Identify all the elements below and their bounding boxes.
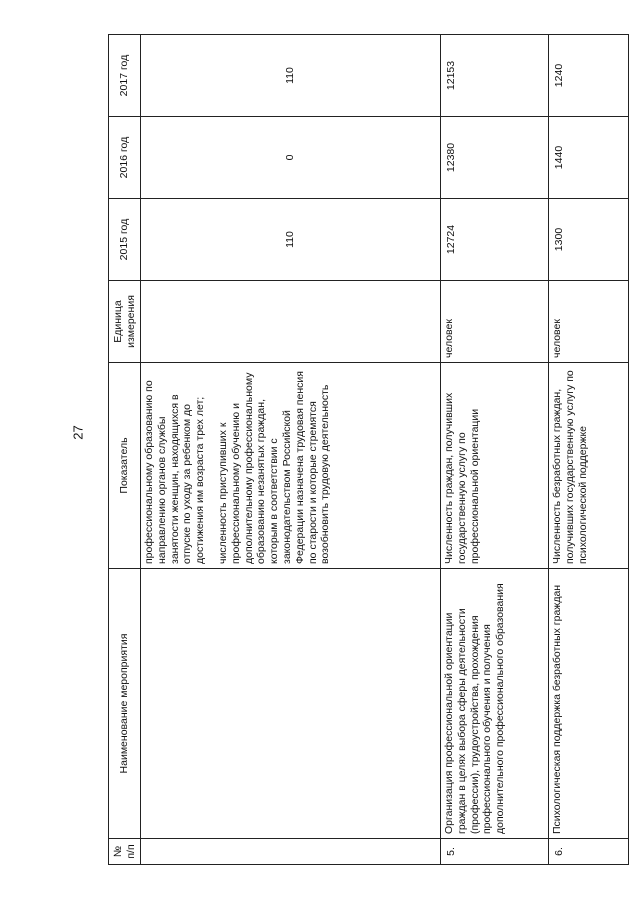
- row-unit: человек: [549, 281, 629, 363]
- row-2017: 110: [141, 35, 441, 117]
- table-row: [141, 35, 441, 865]
- header-num: № п/п: [109, 839, 141, 865]
- row-unit: человек: [441, 281, 549, 363]
- row-2017: 12153: [441, 35, 549, 117]
- row-2015: 1300: [549, 199, 629, 281]
- rotated-table-container: [108, 35, 628, 865]
- row-num: [141, 839, 441, 865]
- header-2016: 2016 год: [109, 117, 141, 199]
- row-2015: 110: [141, 199, 441, 281]
- table-header-row: [109, 35, 141, 865]
- row-num: 5.: [441, 839, 549, 865]
- header-2015: 2015 год: [109, 199, 141, 281]
- row-event: [141, 569, 441, 839]
- row-indicator: [141, 363, 441, 569]
- row-2015: 12724: [441, 199, 549, 281]
- header-unit: Единица измерения: [109, 281, 141, 363]
- page-number: 27: [70, 425, 86, 440]
- indicator-text-b: численность приступивших к профессиональному обучению и дополнительному профессиональному образованию незанятых граждан, которым в соответствии с законодательством Российской Федерации назначена трудовая пенсия по старости и которые стремятся возобновить трудовую деятельность: [216, 371, 332, 564]
- row-2016: 0: [141, 117, 441, 199]
- row-2016: 12380: [441, 117, 549, 199]
- table-row: [549, 35, 629, 865]
- header-indicator: Показатель: [109, 363, 141, 569]
- row-indicator: Численность граждан, получивших государственную услугу по профессиональной ориентации: [441, 363, 549, 569]
- indicators-table: [108, 34, 629, 865]
- indicator-text-a: профессиональному образованию по направлению органов службы занятости женщин, находящихся в отпуске по уходу за ребенком до достижения им возраста трех лет;: [143, 380, 207, 564]
- row-num: 6.: [549, 839, 629, 865]
- row-indicator: Численность безработных граждан, получивших государственную услугу по психологической поддержке: [549, 363, 629, 569]
- row-2016: 1440: [549, 117, 629, 199]
- header-2017: 2017 год: [109, 35, 141, 117]
- table-row: [441, 35, 549, 865]
- row-unit: [141, 281, 441, 363]
- header-event: Наименование мероприятия: [109, 569, 141, 839]
- row-2017: 1240: [549, 35, 629, 117]
- row-event: Психологическая поддержка безработных граждан: [549, 569, 629, 839]
- row-event: Организация профессиональной ориентации граждан в целях выбора сферы деятельности (профессии), трудоустройства, прохождения профессионального обучения и получения дополнительного профессионального образования: [441, 569, 549, 839]
